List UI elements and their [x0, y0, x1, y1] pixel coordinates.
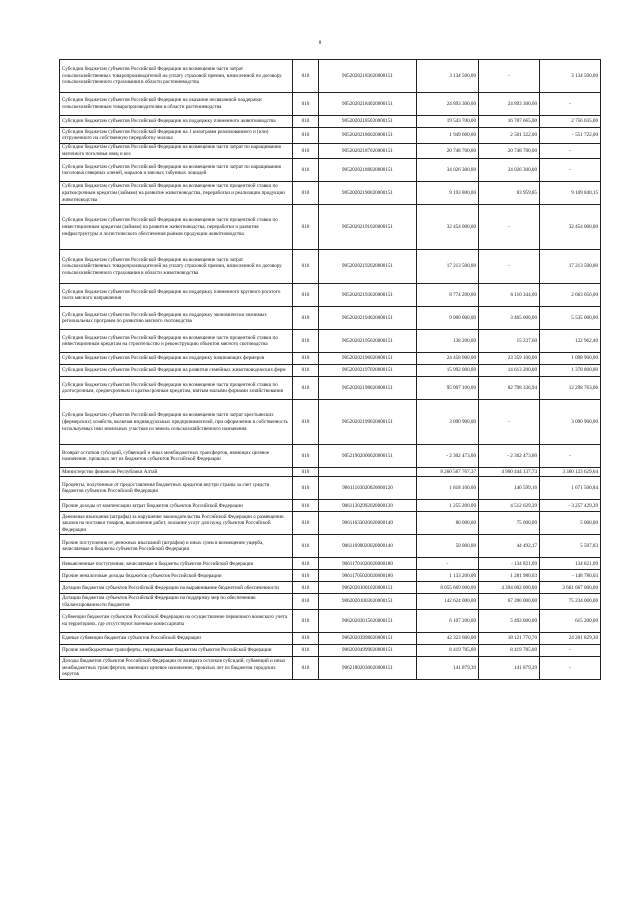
budget-code-cell: 90520202198020000151: [319, 377, 417, 400]
executed-amount-cell: 8 419 785,00: [479, 644, 540, 656]
approved-amount-cell: 24 893 300,00: [417, 93, 479, 116]
table-row: [60, 445, 601, 468]
line-code-cell: 010: [293, 570, 319, 582]
line-code-cell: 010: [293, 128, 319, 144]
budget-code-cell: 90520202188020000151: [319, 159, 417, 182]
unexecuted-amount-cell: - 3 257 429,39: [540, 500, 601, 512]
revenue-name-cell: Денежные взыскания (штрафы) за нарушение законодательства Российской Федерации о размещении заказов на поставки товаров, выполнение работ, оказание услуг для нужд субъектов Российской Федерации: [60, 512, 293, 535]
table-row: [60, 500, 601, 512]
budget-table: [59, 59, 601, 680]
line-code-cell: 010: [293, 500, 319, 512]
budget-code-cell: 90620201003020000151: [319, 594, 417, 610]
approved-amount-cell: 1 255 200,00: [417, 500, 479, 512]
executed-amount-cell: 4 512 629,39: [479, 500, 540, 512]
line-code-cell: 010: [293, 116, 319, 128]
line-code-cell: 010: [293, 609, 319, 632]
executed-amount-cell: 5 492 000,00: [479, 609, 540, 632]
revenue-name-cell: Проценты, полученные от предоставления бюджетных кредитов внутри страны за счет средств бюджетов субъектов Российской Федерации: [60, 477, 293, 500]
revenue-name-cell: Дотации бюджетам субъектов Российской Федерации на выравнивание бюджетной обеспеченности: [60, 582, 293, 594]
budget-code-cell: 90520202184020000151: [319, 93, 417, 116]
unexecuted-amount-cell: 2 756 035,00: [540, 116, 601, 128]
unexecuted-amount-cell: 1 098 900,00: [540, 353, 601, 365]
budget-code-cell: 90520202196020000151: [319, 353, 417, 365]
line-code-cell: 010: [293, 512, 319, 535]
budget-code-cell: 90611633020020000140: [319, 512, 417, 535]
budget-code-cell: [319, 468, 417, 477]
executed-amount-cell: 4 394 002 000,00: [479, 582, 540, 594]
budget-code-cell: 90520202183020000151: [319, 60, 417, 93]
table-row: [60, 644, 601, 656]
executed-amount-cell: 82 798 336,94: [479, 377, 540, 400]
budget-code-cell: 90611705020020000180: [319, 570, 417, 582]
line-code-cell: 010: [293, 377, 319, 400]
table-row: [60, 468, 601, 477]
table-row: [60, 307, 601, 330]
unexecuted-amount-cell: -: [540, 143, 601, 159]
line-code-cell: 010: [293, 656, 319, 679]
budget-code-cell: 90520202199020000151: [319, 400, 417, 445]
budget-code-cell: 90520202185020000151: [319, 116, 417, 128]
revenue-name-cell: Субсидии бюджетам субъектов Российской Федерации на возмещение части процентной ставки по краткосрочным кредитам (займам) на развитие животноводства, переработки и реализации продукции животноводства: [60, 182, 293, 205]
unexecuted-amount-cell: 3 134 500,00: [540, 60, 601, 93]
approved-amount-cell: 3 134 500,00: [417, 60, 479, 93]
approved-amount-cell: 34 026 300,00: [417, 159, 479, 182]
budget-code-cell: 90620204999020000151: [319, 644, 417, 656]
line-code-cell: 010: [293, 582, 319, 594]
table-row: [60, 159, 601, 182]
budget-code-cell: 90611302992020000130: [319, 500, 417, 512]
revenue-name-cell: Невыясненные поступления, зачисляемые в бюджеты субъектов Российской Федерации: [60, 558, 293, 570]
unexecuted-amount-cell: 5 535 000,00: [540, 307, 601, 330]
approved-amount-cell: 1 133 200,00: [417, 570, 479, 582]
executed-amount-cell: 14 613 200,00: [479, 365, 540, 377]
revenue-name-cell: Субсидии бюджетам субъектов Российской Федерации на возмещение части процентной ставки по инвестиционным кредитам на строительство и реконструкцию объектов мясного скотоводства: [60, 330, 293, 353]
table-row: [60, 609, 601, 632]
table-row: [60, 535, 601, 558]
line-code-cell: 010: [293, 307, 319, 330]
table-row: [60, 570, 601, 582]
unexecuted-amount-cell: 9 109 840,15: [540, 182, 601, 205]
approved-amount-cell: -: [417, 558, 479, 570]
unexecuted-amount-cell: 1 671 500,84: [540, 477, 601, 500]
executed-amount-cell: 34 026 300,00: [479, 159, 540, 182]
line-code-cell: 010: [293, 330, 319, 353]
executed-amount-cell: -: [479, 400, 540, 445]
revenue-name-cell: Прочие поступления от денежных взысканий (штрафов) и иных сумм в возмещение ущерба, зачисляемые в бюджеты субъектов Российской Федерации: [60, 535, 293, 558]
executed-amount-cell: 3 465 000,00: [479, 307, 540, 330]
executed-amount-cell: 1 281 980,03: [479, 570, 540, 582]
table-row: [60, 93, 601, 116]
line-code-cell: 010: [293, 353, 319, 365]
approved-amount-cell: 1 818 100,00: [417, 477, 479, 500]
budget-code-cell: 90520202186020000151: [319, 128, 417, 144]
budget-code-cell: 90520202187020000151: [319, 143, 417, 159]
executed-amount-cell: 15 237,60: [479, 330, 540, 353]
executed-amount-cell: 23 359 100,00: [479, 353, 540, 365]
table-row: [60, 477, 601, 500]
budget-code-cell: 90520202192020000151: [319, 250, 417, 284]
executed-amount-cell: 6 110 344,00: [479, 284, 540, 307]
revenue-name-cell: Дотации бюджетам субъектов Российской Федерации на поддержку мер по обеспечению сбалансированности бюджетов: [60, 594, 293, 610]
line-code-cell: 010: [293, 632, 319, 644]
approved-amount-cell: - 2 302 473,00: [417, 445, 479, 468]
executed-amount-cell: 146 599,16: [479, 477, 540, 500]
budget-code-cell: 90520202193020000151: [319, 284, 417, 307]
revenue-name-cell: Субсидии бюджетам субъектов Российской Федерации на возмещение части затрат по наращиванию поголовья северных оленей, маралов и мясных табунных лошадей: [60, 159, 293, 182]
approved-amount-cell: 8 419 785,00: [417, 644, 479, 656]
unexecuted-amount-cell: 5 000,00: [540, 512, 601, 535]
budget-code-cell: 90611701020020000180: [319, 558, 417, 570]
line-code-cell: 010: [293, 400, 319, 445]
revenue-name-cell: Доходы бюджетов субъектов Российской Федерации от возврата остатков субсидий, субвенций и иных межбюджетных трансфертов, имеющих целевое назначение, прошлых лет из бюджетов городских округов: [60, 656, 293, 679]
line-code-cell: 010: [293, 445, 319, 468]
table-row: [60, 400, 601, 445]
unexecuted-amount-cell: - 551 722,00: [540, 128, 601, 144]
revenue-name-cell: Возврат остатков субсидий, субвенций и иных межбюджетных трансфертов, имеющих целевое назначение, прошлых лет из бюджетов субъектов Российской Федерации: [60, 445, 293, 468]
unexecuted-amount-cell: 134 821,09: [540, 558, 601, 570]
approved-amount-cell: 138 200,00: [417, 330, 479, 353]
executed-amount-cell: - 134 821,09: [479, 558, 540, 570]
budget-code-cell: 90620203998020000151: [319, 632, 417, 644]
unexecuted-amount-cell: 1 378 800,00: [540, 365, 601, 377]
unexecuted-amount-cell: 75 234 000,00: [540, 594, 601, 610]
table-row: [60, 330, 601, 353]
executed-amount-cell: 141 879,39: [479, 656, 540, 679]
unexecuted-amount-cell: 122 962,40: [540, 330, 601, 353]
unexecuted-amount-cell: 3 090 900,00: [540, 400, 601, 445]
revenue-name-cell: Субсидии бюджетам субъектов Российской Федерации на возмещение части затрат сельскохозяйственных товаропроизводителей на уплату страховой премии, начисленной по договору сельскохозяйственного страхования в области животноводства: [60, 250, 293, 284]
revenue-name-cell: Прочие межбюджетные трансферты, передаваемые бюджетам субъектов Российской Федерации: [60, 644, 293, 656]
revenue-name-cell: Субсидии бюджетам субъектов Российской Федерации на поддержку экономически значимых региональных программ по развитию мясного скотоводства: [60, 307, 293, 330]
revenue-name-cell: Министерство финансов Республики Алтай: [60, 468, 293, 477]
unexecuted-amount-cell: 24 201 829,30: [540, 632, 601, 644]
executed-amount-cell: -: [479, 250, 540, 284]
approved-amount-cell: 6 107 200,00: [417, 609, 479, 632]
approved-amount-cell: 32 454 000,00: [417, 205, 479, 250]
revenue-name-cell: Субсидии бюджетам субъектов Российской Федерации на возмещение части затрат по наращиванию маточного поголовья овец и коз: [60, 143, 293, 159]
executed-amount-cell: 44 492,17: [479, 535, 540, 558]
revenue-name-cell: Прочие доходы от компенсации затрат бюджетов субъектов Российской Федерации: [60, 500, 293, 512]
unexecuted-amount-cell: - 148 780,03: [540, 570, 601, 582]
budget-code-cell: 90611690020020000140: [319, 535, 417, 558]
line-code-cell: 010: [293, 182, 319, 205]
budget-code-cell: 90621802030020000151: [319, 656, 417, 679]
executed-amount-cell: 83 959,85: [479, 182, 540, 205]
executed-amount-cell: - 2 302 473,00: [479, 445, 540, 468]
executed-amount-cell: 24 893 300,00: [479, 93, 540, 116]
unexecuted-amount-cell: 3 360 123 629,64: [540, 468, 601, 477]
unexecuted-amount-cell: 32 454 000,00: [540, 205, 601, 250]
approved-amount-cell: 3 090 900,00: [417, 400, 479, 445]
executed-amount-cell: 67 390 000,00: [479, 594, 540, 610]
unexecuted-amount-cell: -: [540, 644, 601, 656]
budget-code-cell: 90521902000020000151: [319, 445, 417, 468]
budget-code-cell: 90611103020020000120: [319, 477, 417, 500]
line-code-cell: 010: [293, 159, 319, 182]
unexecuted-amount-cell: -: [540, 656, 601, 679]
approved-amount-cell: 19 543 700,00: [417, 116, 479, 128]
approved-amount-cell: 9 193 800,00: [417, 182, 479, 205]
table-row: [60, 60, 601, 93]
executed-amount-cell: 75 000,00: [479, 512, 540, 535]
revenue-name-cell: Субсидии бюджетам субъектов Российской Федерации на возмещение части затрат крестьянских (фермерских) хозяйств, включая индивидуальных предпринимателей, при оформлении в собственность используемых ими земельных участков из земель сельскохозяйственного назначения: [60, 400, 293, 445]
executed-amount-cell: -: [479, 205, 540, 250]
approved-amount-cell: 8 774 200,00: [417, 284, 479, 307]
approved-amount-cell: 17 213 500,00: [417, 250, 479, 284]
revenue-name-cell: Прочие неналоговые доходы бюджетов субъектов Российской Федерации: [60, 570, 293, 582]
line-code-cell: 010: [293, 60, 319, 93]
line-code-cell: 010: [293, 468, 319, 477]
table-row: [60, 365, 601, 377]
unexecuted-amount-cell: 615 200,00: [540, 609, 601, 632]
unexecuted-amount-cell: 3 661 667 000,00: [540, 582, 601, 594]
table-row: [60, 205, 601, 250]
approved-amount-cell: 24 458 000,00: [417, 353, 479, 365]
budget-code-cell: 90520202194020000151: [319, 307, 417, 330]
table-row: [60, 582, 601, 594]
table-row: [60, 284, 601, 307]
approved-amount-cell: 9 000 000,00: [417, 307, 479, 330]
revenue-name-cell: Субсидии бюджетам субъектов Российской Федерации на поддержку племенного животноводства: [60, 116, 293, 128]
table-row: [60, 558, 601, 570]
revenue-name-cell: Субсидии бюджетам субъектов Российской Федерации на возмещение части процентной ставки по инвестиционным кредитам (займам) на развитие животноводства, переработки и развития инфраструктуры и логистического обеспечения рынков продукции животноводства: [60, 205, 293, 250]
line-code-cell: 010: [293, 365, 319, 377]
unexecuted-amount-cell: 5 507,83: [540, 535, 601, 558]
unexecuted-amount-cell: 12 298 763,06: [540, 377, 601, 400]
budget-code-cell: 90520202190020000151: [319, 182, 417, 205]
table-row: [60, 353, 601, 365]
revenue-name-cell: Единые субвенции бюджетам субъектов Российской Федерации: [60, 632, 293, 644]
table-row: [60, 182, 601, 205]
executed-amount-cell: 16 787 665,00: [479, 116, 540, 128]
revenue-name-cell: Субвенции бюджетам субъектов Российской Федерации на осуществление первичного воинского учета на территориях, где отсутствуют военные комиссариаты: [60, 609, 293, 632]
approved-amount-cell: 50 000,00: [417, 535, 479, 558]
revenue-name-cell: Субсидии бюджетам субъектов Российской Федерации на возмещение части затрат сельскохозяйственных товаропроизводителей на уплату страховой премии, начисленной по договору сельскохозяйственного страхования в области растениеводства: [60, 60, 293, 93]
executed-amount-cell: 18 121 770,70: [479, 632, 540, 644]
budget-code-cell: 90620201001020000151: [319, 582, 417, 594]
executed-amount-cell: 2 501 322,00: [479, 128, 540, 144]
table-row: [60, 594, 601, 610]
table-row: [60, 143, 601, 159]
line-code-cell: 010: [293, 250, 319, 284]
unexecuted-amount-cell: -: [540, 93, 601, 116]
line-code-cell: 010: [293, 477, 319, 500]
table-row: [60, 116, 601, 128]
table-row: [60, 632, 601, 644]
approved-amount-cell: 8 260 567 767,37: [417, 468, 479, 477]
approved-amount-cell: 15 992 000,00: [417, 365, 479, 377]
approved-amount-cell: 142 624 000,00: [417, 594, 479, 610]
executed-amount-cell: 20 748 700,00: [479, 143, 540, 159]
executed-amount-cell: -: [479, 60, 540, 93]
table-row: [60, 656, 601, 679]
approved-amount-cell: 80 000,00: [417, 512, 479, 535]
revenue-name-cell: Субсидии бюджетам субъектов Российской Федерации на 1 килограмм реализованного и (или) отгруженного на собственную переработку молока: [60, 128, 293, 144]
line-code-cell: 010: [293, 284, 319, 307]
revenue-name-cell: Субсидии бюджетам субъектов Российской Федерации на поддержку племенного крупного рогатого скота мясного направления: [60, 284, 293, 307]
line-code-cell: 010: [293, 535, 319, 558]
approved-amount-cell: 42 323 600,00: [417, 632, 479, 644]
approved-amount-cell: 141 879,39: [417, 656, 479, 679]
line-code-cell: 010: [293, 93, 319, 116]
table-row: [60, 250, 601, 284]
table-row: [60, 128, 601, 144]
table-row: [60, 512, 601, 535]
line-code-cell: 010: [293, 558, 319, 570]
budget-code-cell: 90620203015020000151: [319, 609, 417, 632]
approved-amount-cell: 95 097 100,00: [417, 377, 479, 400]
budget-code-cell: 90520202191020000151: [319, 205, 417, 250]
approved-amount-cell: 8 055 669 000,00: [417, 582, 479, 594]
table-row: [60, 377, 601, 400]
revenue-name-cell: Субсидии бюджетам субъектов Российской Федерации на поддержку начинающих фермеров: [60, 353, 293, 365]
revenue-name-cell: Субсидии бюджетам субъектов Российской Федерации на оказание несвязанной поддержки сельскохозяйственным товаропроизводителям в области растениеводства: [60, 93, 293, 116]
line-code-cell: 010: [293, 205, 319, 250]
unexecuted-amount-cell: 2 663 056,00: [540, 284, 601, 307]
approved-amount-cell: 1 949 600,00: [417, 128, 479, 144]
budget-code-cell: 90520202197020000151: [319, 365, 417, 377]
line-code-cell: 010: [293, 143, 319, 159]
unexecuted-amount-cell: -: [540, 445, 601, 468]
approved-amount-cell: 20 748 700,00: [417, 143, 479, 159]
table-body: [60, 60, 601, 680]
line-code-cell: 010: [293, 644, 319, 656]
revenue-name-cell: Субсидии бюджетам субъектов Российской Федерации на возмещение части процентной ставки по долгосрочным, среднесрочным и краткосрочным кредитам, взятым малыми формами хозяйствования: [60, 377, 293, 400]
executed-amount-cell: 4 900 444 137,73: [479, 468, 540, 477]
revenue-name-cell: Субсидии бюджетам субъектов Российской Федерации на развитие семейных животноводческих ферм: [60, 365, 293, 377]
unexecuted-amount-cell: -: [540, 159, 601, 182]
budget-code-cell: 90520202195020000151: [319, 330, 417, 353]
unexecuted-amount-cell: 17 213 500,00: [540, 250, 601, 284]
line-code-cell: 010: [293, 594, 319, 610]
page-number: 8: [318, 40, 322, 46]
